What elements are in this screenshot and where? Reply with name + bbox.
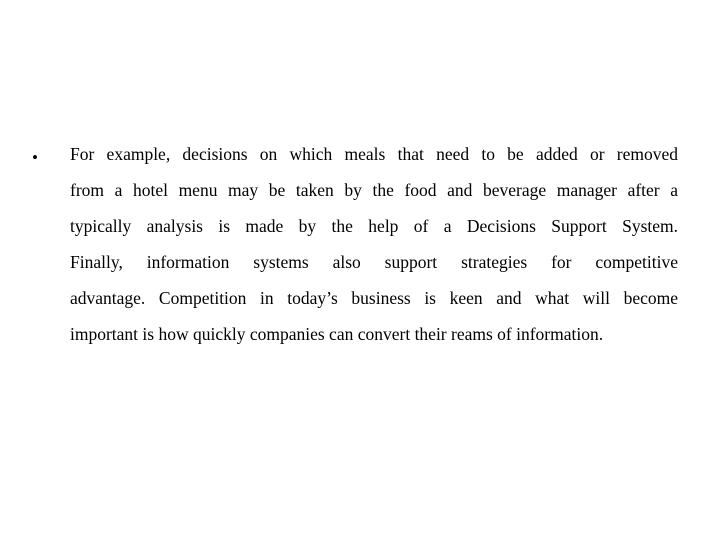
text-line: For example, decisions on which meals that need to be added or removed — [70, 144, 678, 164]
text-line: typically analysis is made by the help of a Decisions Support System. — [70, 216, 678, 236]
text-line: from a hotel menu may be taken by the food and beverage manager after a — [70, 180, 678, 200]
bullet-text — [70, 136, 678, 352]
text-line: important is how quickly companies can convert their reams of information. — [70, 324, 604, 344]
text-line: advantage. Competition in today’s business is keen and what will become — [70, 288, 678, 308]
bullet-icon: • — [32, 148, 38, 167]
bullet-paragraph — [32, 136, 692, 352]
text-line: Finally, information systems also support strategies for competitive — [70, 252, 678, 272]
